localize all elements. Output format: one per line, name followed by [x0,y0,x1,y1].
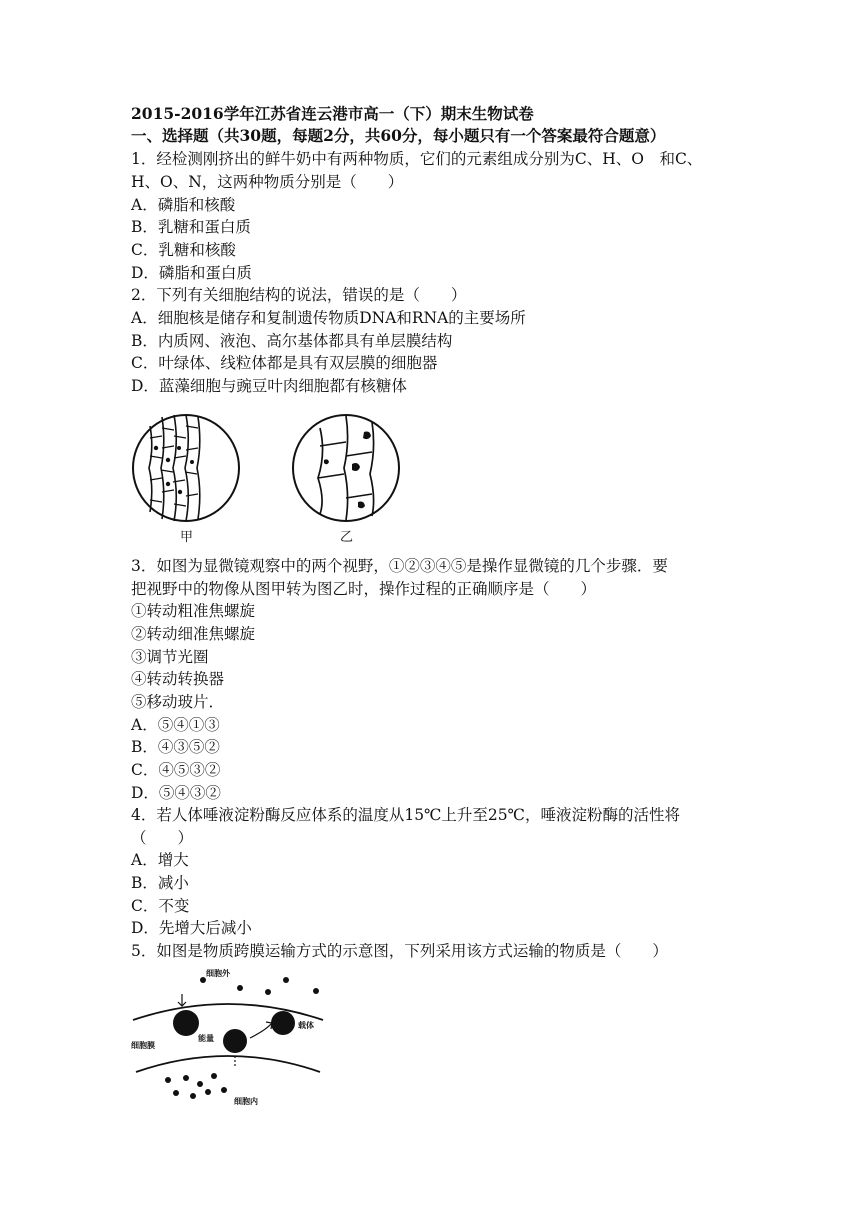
q2-option-b: B．内质网、液泡、高尔基体都具有单层膜结构 [131,332,453,350]
q4-option-d: D．先增大后减小 [131,919,252,937]
q1-stem-line2: H、O、N，这两种物质分别是（ ） [131,173,404,191]
q3-step-4: ④转动转换器 [131,670,225,688]
q1-option-d: D．磷脂和蛋白质 [131,264,252,282]
q4-stem-line2: （ ） [131,829,194,847]
q3-step-3: ③调节光圈 [131,648,209,666]
q1-option-a: A．磷脂和核酸 [131,196,236,214]
q3-option-d: D．⑤④③② [131,784,221,802]
q2-stem: 2．下列有关细胞结构的说法，错误的是（ ） [131,286,467,304]
q5-stem: 5．如图是物质跨膜运输方式的示意图，下列采用该方式运输的物质是（ ） [131,942,668,960]
section-heading: 一、选择题（共30题，每题2分，共60分，每小题只有一个答案最符合题意） [131,126,666,145]
label-outside: 细胞外 [206,969,230,978]
label-energy: 能量 [198,1034,214,1043]
label-inside: 细胞内 [234,1097,258,1106]
q3-option-a: A．⑤④①③ [131,716,220,734]
q3-stem-line2: 把视野中的物像从图甲转为图乙时，操作过程的正确顺序是（ ） [131,580,597,598]
microscope-figure [128,408,418,546]
label-jia: 甲 [180,530,194,545]
q3-option-c: C．④⑤③② [131,761,221,779]
q3-step-1: ①转动粗准焦螺旋 [131,602,256,620]
membrane-transport-figure [128,968,328,1108]
label-membrane: 细胞膜 [131,1041,155,1050]
q4-stem-line1: 4．若人体唾液淀粉酶反应体系的温度从15℃上升至25℃，唾液淀粉酶的活性将 [131,806,680,824]
label-yi: 乙 [340,530,354,545]
field-of-view-jia [133,415,239,521]
label-carrier: 载体 [298,1021,314,1030]
q2-option-c: C．叶绿体、线粒体都是具有双层膜的细胞器 [131,354,438,372]
q1-stem-line1: 1．经检测刚挤出的鲜牛奶中有两种物质，它们的元素组成分别为C、H、O 和C、 [131,150,703,168]
q4-option-c: C．不变 [131,897,190,915]
q3-step-2: ②转动细准焦螺旋 [131,625,256,643]
q1-option-b: B．乳糖和蛋白质 [131,218,251,236]
q2-option-d: D．蓝藻细胞与豌豆叶肉细胞都有核糖体 [131,377,407,395]
field-of-view-yi [293,415,399,521]
exam-title: 2015-2016学年江苏省连云港市高一（下）期末生物试卷 [131,104,534,123]
q1-option-c: C．乳糖和核酸 [131,241,236,259]
q3-stem-line1: 3．如图为显微镜观察中的两个视野，①②③④⑤是操作显微镜的几个步骤．要 [131,557,668,575]
q3-option-b: B．④③⑤② [131,738,220,756]
q4-option-a: A．增大 [131,851,189,869]
q4-option-b: B．减小 [131,874,189,892]
q3-step-5: ⑤移动玻片． [131,693,225,711]
q2-option-a: A．细胞核是储存和复制遗传物质DNA和RNA的主要场所 [131,309,526,327]
